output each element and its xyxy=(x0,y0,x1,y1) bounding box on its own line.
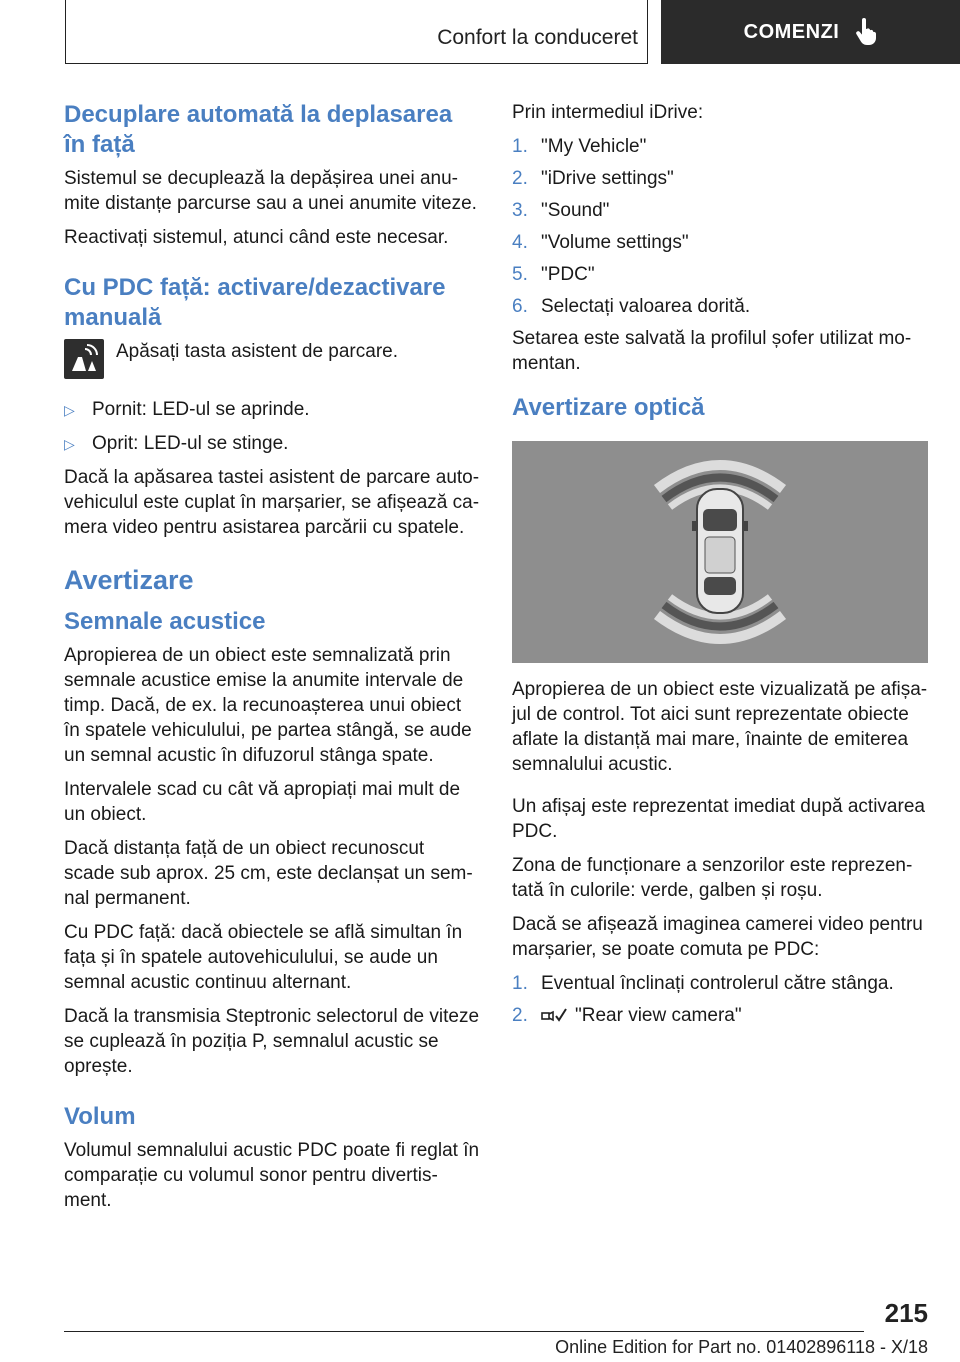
heading-warning: Avertizare xyxy=(64,565,194,595)
paragraph: Intervalele scad cu cât vă apropiați mai mult de un obiect. xyxy=(64,779,461,825)
paragraph: Dacă distanța față de un obiect recunoscut scade sub aprox. 25 cm, este declanșat un sem-nal permanent. xyxy=(64,838,473,909)
list-item: ▷ Pornit: LED-ul se aprinde. xyxy=(64,397,480,423)
heading-manual: Cu PDC față: activare/dezactivare manuală xyxy=(64,274,446,331)
section-title: Confort la conduceret xyxy=(437,26,638,49)
triangle-bullet-icon: ▷ xyxy=(64,402,75,418)
pdc-display-figure xyxy=(512,441,928,663)
page-number: 215 xyxy=(884,1298,928,1328)
paragraph: Dacă la apăsarea tastei asistent de parcare auto-vehiculul este cuplat în marșarier, se afișează ca-mera video pentru asistarea parcării cu spatele. xyxy=(64,467,480,538)
list-item: ▷ Oprit: LED-ul se stinge. xyxy=(64,431,480,457)
list-item: 6. Selectați valoarea dorită. xyxy=(512,296,751,317)
paragraph: Apropierea de un obiect este semnalizată prin semnale acustice emise la anumite intervale de timp. Dacă, de ex. la recunoașterea unui obiect în spatele vehiculului, pe partea stângă, se aude un semnal acustic în difuzorul stânga spate. xyxy=(64,645,472,766)
paragraph: Cu PDC față: dacă obiectele se află simultan în fața și în spatele autovehiculului, se aude un semnal acustic continuu alternant. xyxy=(64,922,463,993)
tab-comenzi-label: COMENZI xyxy=(743,20,840,43)
list-item: 2. "Rear view camera" xyxy=(512,1005,742,1026)
footer-divider xyxy=(64,1331,864,1332)
paragraph: Volumul semnalului acustic PDC poate fi reglat în comparație cu volumul sonor pentru divertis-ment. xyxy=(64,1140,480,1211)
heading-acoustic: Semnale acustice xyxy=(64,608,266,635)
list-item: 1. "My Vehicle" xyxy=(512,136,647,157)
parking-assist-row xyxy=(64,339,480,379)
list-item: 5. "PDC" xyxy=(512,264,595,285)
heading-optic: Avertizare optică xyxy=(512,394,705,421)
paragraph: Dacă se afișează imaginea camerei video pentru marșarier, se poate comuta pe PDC: xyxy=(512,914,923,960)
paragraph: Un afișaj este reprezentat imediat după activarea PDC. xyxy=(512,796,925,842)
tab-comenzi[interactable] xyxy=(661,0,960,64)
paragraph: Setarea este salvată la profilul șofer utilizat mo-mentan. xyxy=(512,328,912,374)
list-item: 4. "Volume settings" xyxy=(512,232,689,253)
triangle-bullet-icon: ▷ xyxy=(64,436,75,452)
pointing-hand-icon xyxy=(853,18,877,46)
list-item: 3. "Sound" xyxy=(512,200,610,221)
paragraph: Apropierea de un obiect este vizualizată pe afișa-jul de control. Tot aici sunt reprezentate obiecte aflate la distanță mai mare, înainte de emiterea semnalului acustic. xyxy=(512,679,928,775)
list-item: 2. "iDrive settings" xyxy=(512,168,674,189)
paragraph: Dacă la transmisia Steptronic selectorul de viteze se cuplează în poziția P, semnalul acustic se oprește. xyxy=(64,1006,480,1077)
paragraph: Zona de funcționare a senzorilor este reprezen-tată în culorile: verde, galben și roșu. xyxy=(512,855,913,901)
heading-decouple: Decuplare automată la deplasarea în față xyxy=(64,101,453,158)
icon-instruction: Apăsați tasta asistent de parcare. xyxy=(116,341,398,362)
edition-info: Online Edition for Part no. 01402896118 - X/18 xyxy=(555,1337,928,1357)
paragraph: Sistemul se decuplează la depășirea unei anu-mite distanțe parcurse sau a unei anumite viteze. xyxy=(64,168,477,214)
list-item: 1. Eventual înclinați controlerul către stânga. xyxy=(512,973,894,994)
pdc-car-illustration xyxy=(512,441,928,663)
paragraph: Prin intermediul iDrive: xyxy=(512,102,704,123)
rear-view-camera-icon xyxy=(541,1007,567,1025)
paragraph: Reactivați sistemul, atunci când este necesar. xyxy=(64,227,449,248)
heading-volume: Volum xyxy=(64,1103,136,1130)
parking-assist-icon xyxy=(64,339,104,379)
left-column xyxy=(64,100,480,1222)
right-column xyxy=(512,100,928,1035)
